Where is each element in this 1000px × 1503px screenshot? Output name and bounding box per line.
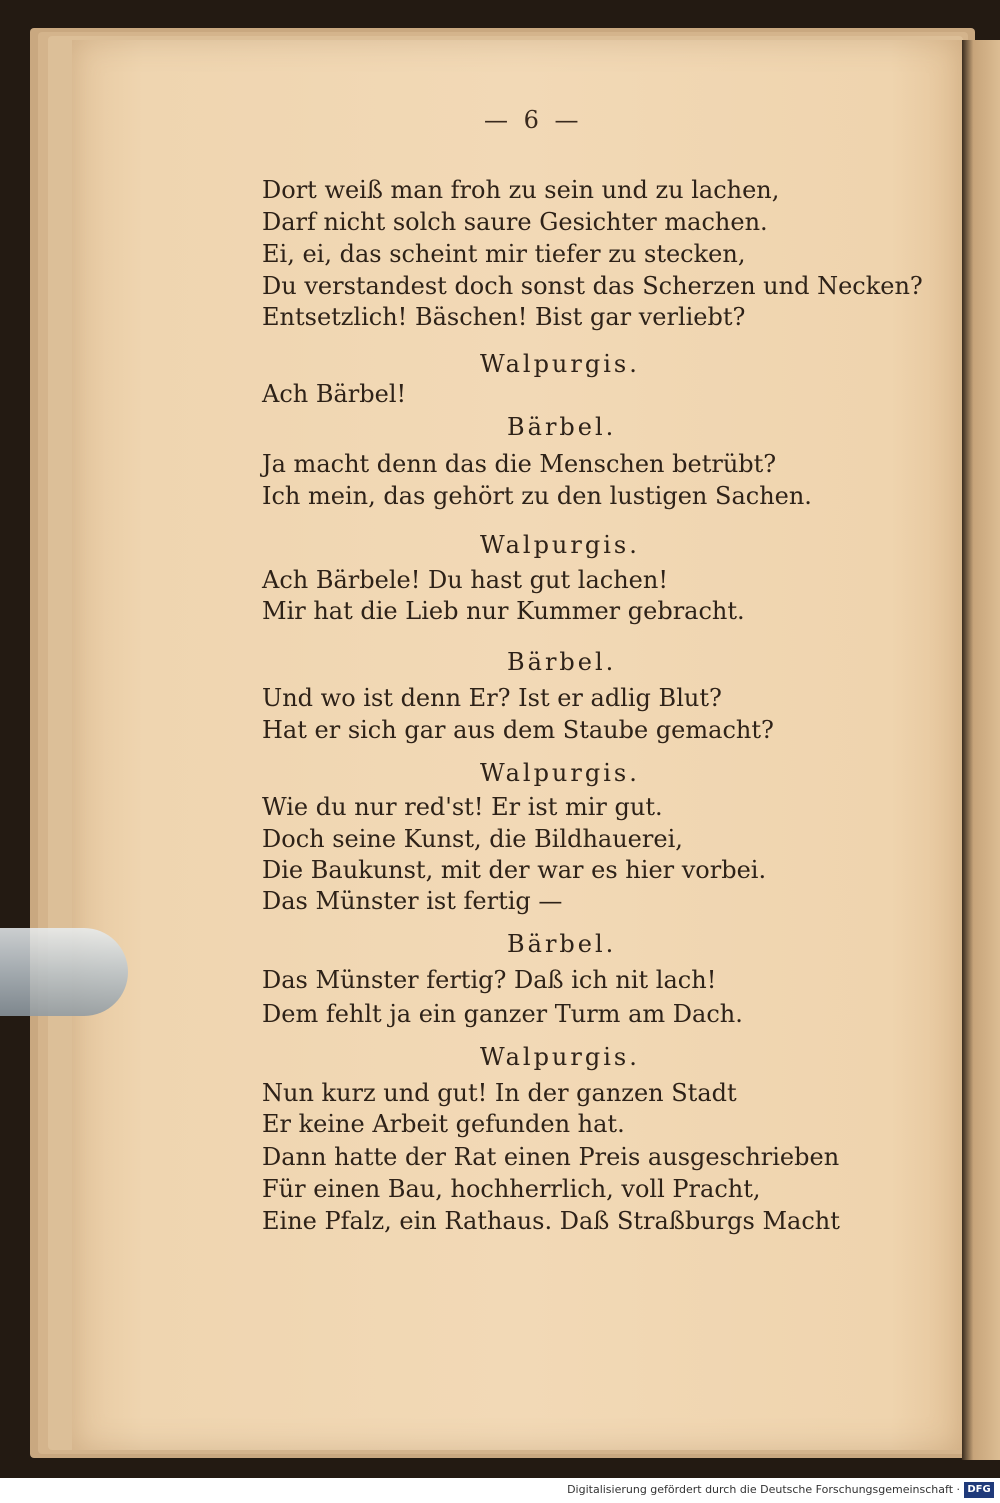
speaker-name: Walpurgis. (480, 531, 640, 559)
verse-line: Eine Pfalz, ein Rathaus. Daß Straßburgs Macht (262, 1207, 840, 1235)
verse-line: Entsetzlich! Bäschen! Bist gar verliebt? (262, 303, 746, 331)
dfg-logo: DFG (964, 1482, 994, 1498)
verse-line: Für einen Bau, hochherrlich, voll Pracht, (262, 1175, 761, 1203)
page-holder-tab (0, 928, 128, 1016)
speaker-name: Bärbel. (507, 413, 617, 441)
verse-line: Ich mein, das gehört zu den lustigen Sachen. (262, 482, 812, 510)
verse-line: Und wo ist denn Er? Ist er adlig Blut? (262, 684, 722, 712)
verse-line: Dem fehlt ja ein ganzer Turm am Dach. (262, 1000, 743, 1028)
verse-line: Dann hatte der Rat einen Preis ausgeschrieben (262, 1143, 840, 1171)
facing-page-edge (962, 40, 1000, 1460)
page-number: — 6 — (484, 106, 583, 134)
verse-line: Ach Bärbel! (262, 380, 407, 408)
verse-line: Hat er sich gar aus dem Staube gemacht? (262, 716, 774, 744)
verse-line: Ei, ei, das scheint mir tiefer zu stecken, (262, 240, 746, 268)
speaker-name: Walpurgis. (480, 1043, 640, 1071)
verse-line: Mir hat die Lieb nur Kummer gebracht. (262, 597, 745, 625)
speaker-name: Bärbel. (507, 648, 617, 676)
verse-line: Darf nicht solch saure Gesichter machen. (262, 208, 768, 236)
verse-line: Ach Bärbele! Du hast gut lachen! (262, 566, 668, 594)
verse-line: Die Baukunst, mit der war es hier vorbei. (262, 856, 767, 884)
verse-line: Dort weiß man froh zu sein und zu lachen, (262, 176, 780, 204)
speaker-name: Walpurgis. (480, 759, 640, 787)
speaker-name: Bärbel. (507, 930, 617, 958)
verse-line: Das Münster ist fertig — (262, 887, 563, 915)
verse-line: Du verstandest doch sonst das Scherzen und Necken? (262, 272, 923, 300)
verse-line: Er keine Arbeit gefunden hat. (262, 1110, 625, 1138)
funding-notice: Digitalisierung gefördert durch die Deutsche Forschungsgemeinschaft · (567, 1483, 960, 1496)
verse-line: Nun kurz und gut! In der ganzen Stadt (262, 1079, 737, 1107)
speaker-name: Walpurgis. (480, 350, 640, 378)
verse-line: Ja macht denn das die Menschen betrübt? (262, 450, 777, 478)
verse-line: Doch seine Kunst, die Bildhauerei, (262, 825, 683, 853)
verse-line: Das Münster fertig? Daß ich nit lach! (262, 966, 717, 994)
verse-line: Wie du nur red'st! Er ist mir gut. (262, 793, 663, 821)
